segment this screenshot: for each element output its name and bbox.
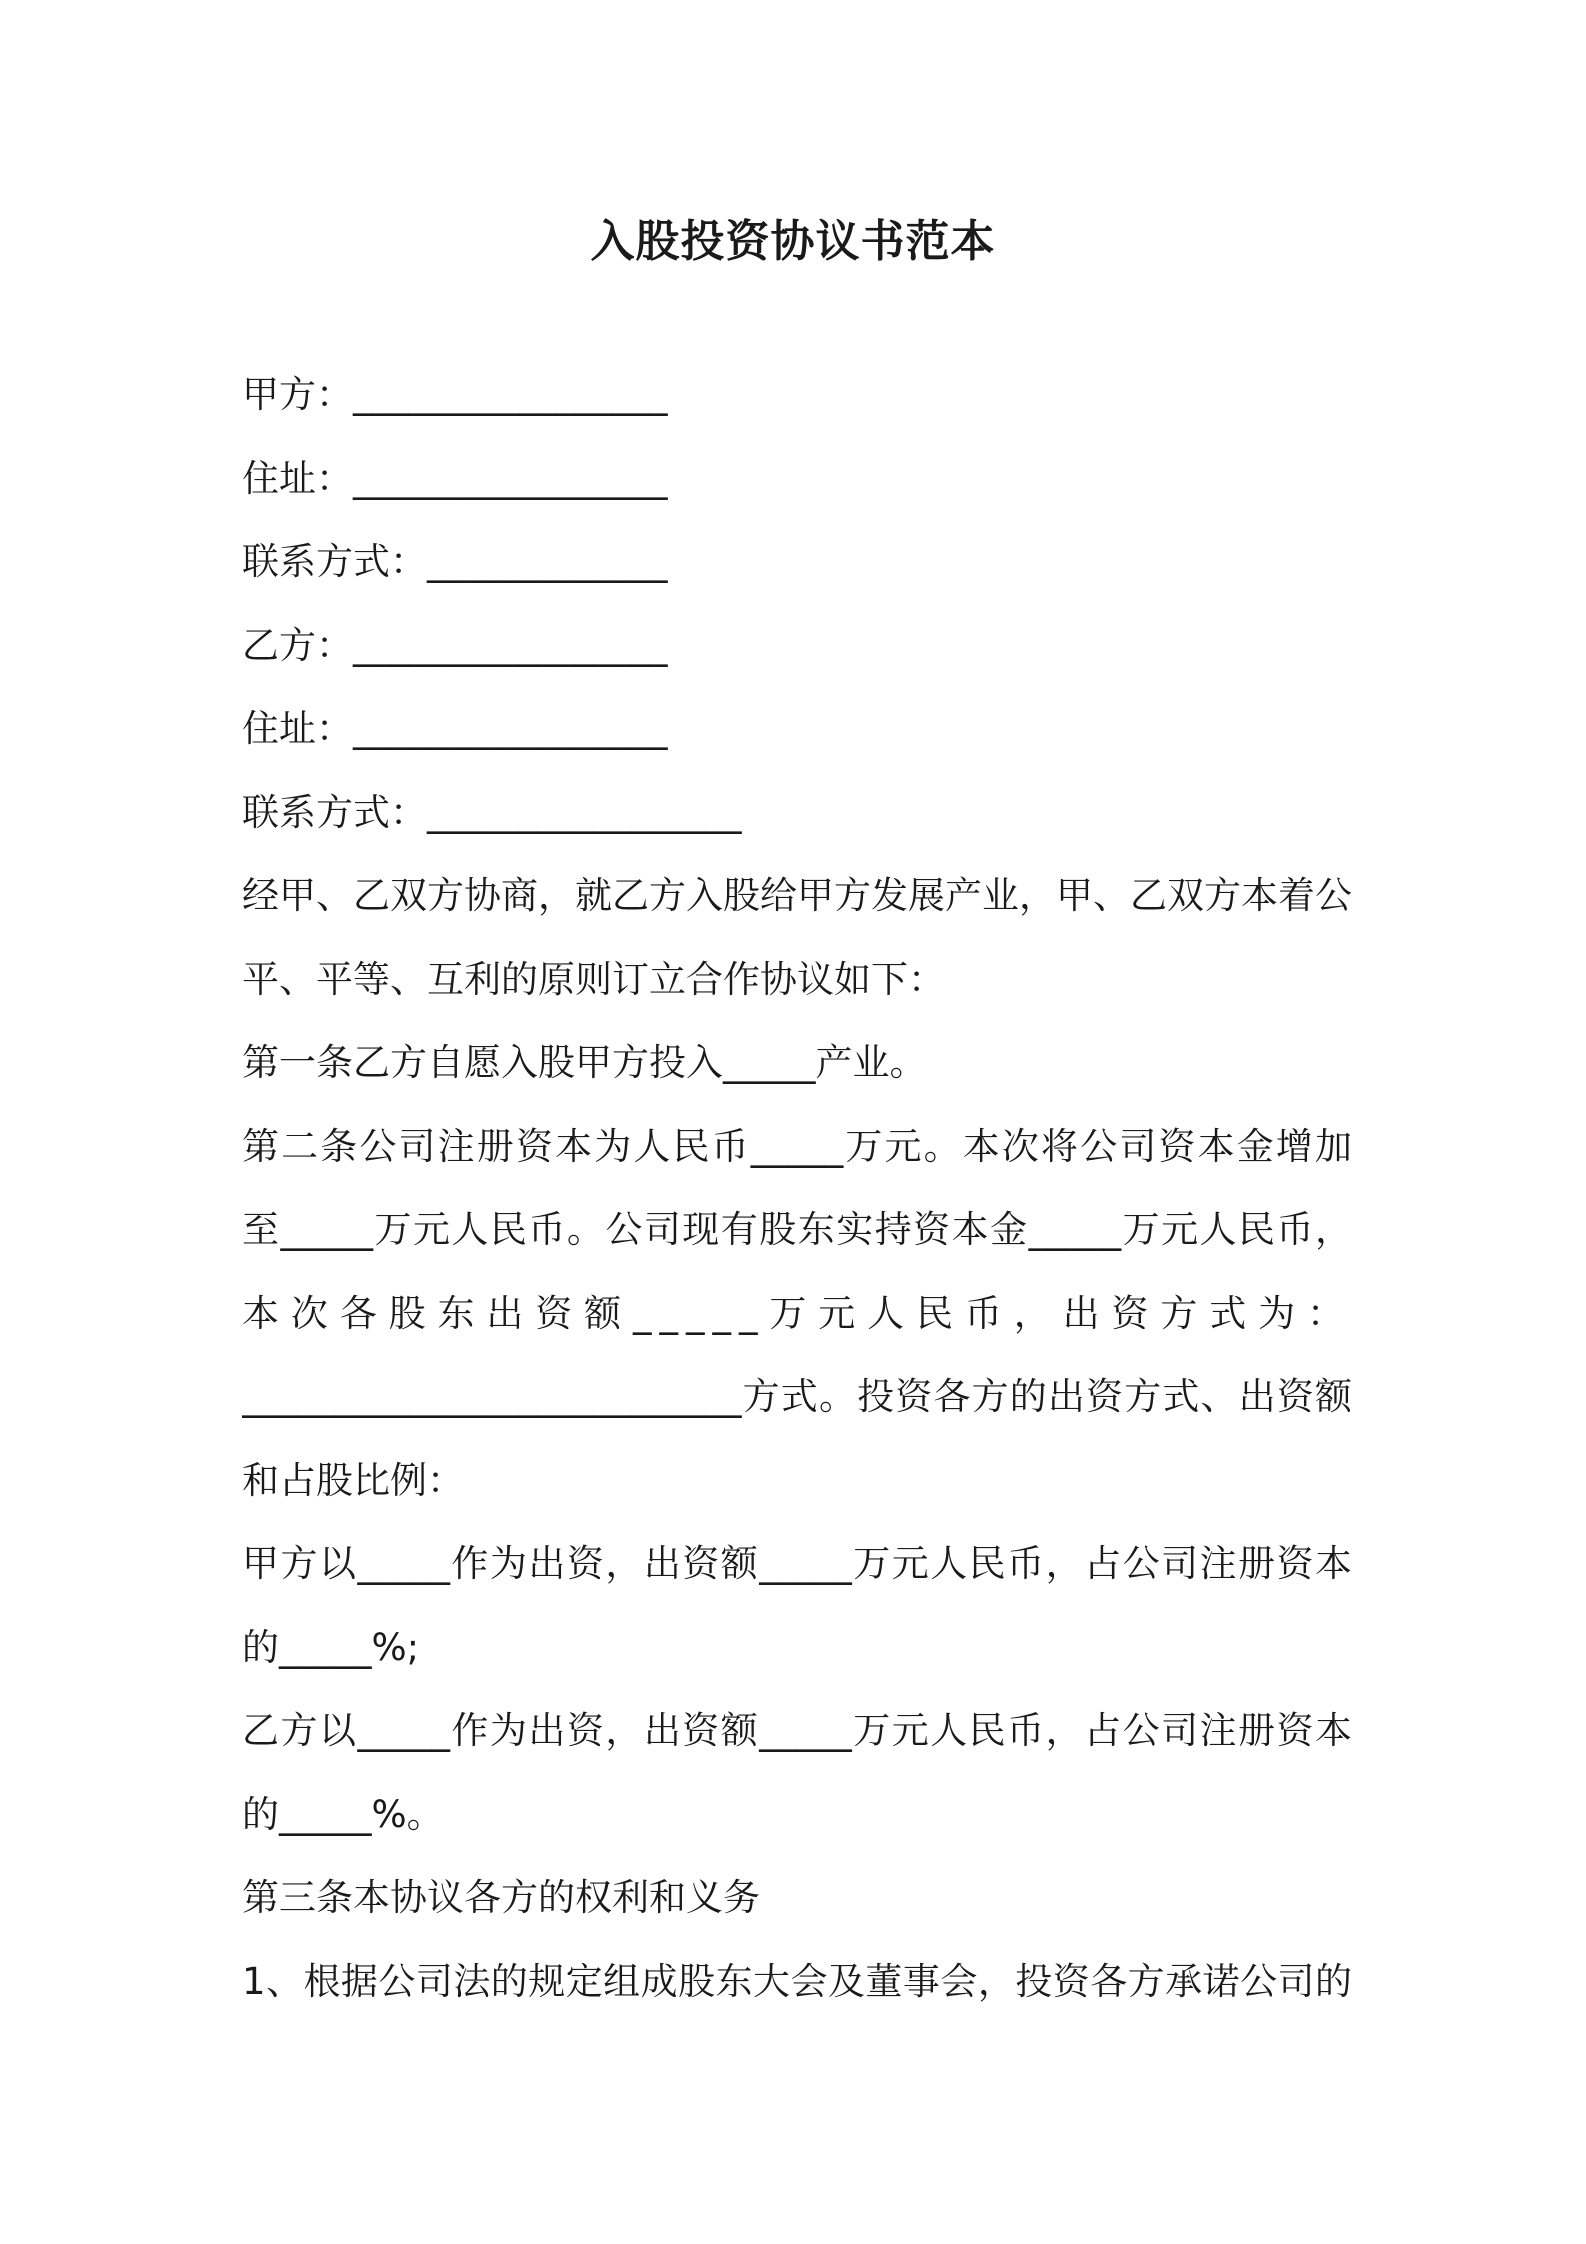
- article-2-line-4: ___________________________方式。投资各方的出资方式、出资额: [242, 1375, 1352, 1418]
- document-title: 入股投资协议书范本: [590, 216, 996, 267]
- party-a-contribution-line-1: 甲方以_____作为出资，出资额_____万元人民币，占公司注册资本: [242, 1542, 1352, 1585]
- party-b-contact-line: 联系方式：_________________: [242, 790, 742, 834]
- article-2-line-2: 至_____万元人民币。公司现有股东实持资本金_____万元人民币，: [242, 1208, 1352, 1251]
- article-3-heading: 第三条本协议各方的权利和义务: [242, 1876, 760, 1919]
- preamble-line-2: 平、平等、互利的原则订立合作协议如下：: [242, 957, 945, 1001]
- article-2-line-5: 和占股比例：: [242, 1458, 464, 1502]
- article-3-item-1: 1、根据公司法的规定组成股东大会及董事会，投资各方承诺公司的: [242, 1959, 1352, 2003]
- article-2-line-1: 第二条公司注册资本为人民币_____万元。本次将公司资本金增加: [242, 1124, 1352, 1168]
- party-a-address-line: 住址：_________________: [242, 456, 668, 500]
- preamble-line-1: 经甲、乙双方协商，就乙方入股给甲方发展产业，甲、乙双方本着公: [242, 874, 1352, 917]
- party-b-name-line: 乙方：_________________: [242, 623, 668, 667]
- article-2-line-3: 本次各股东出资额_____万元人民币，出资方式为：: [242, 1291, 1352, 1335]
- party-a-name-line: 甲方：_________________: [242, 373, 668, 416]
- party-a-contribution-line-2: 的_____%;: [242, 1625, 420, 1669]
- party-a-contact-line: 联系方式：_____________: [242, 540, 668, 583]
- document-body: [242, 365, 1352, 2035]
- party-b-address-line: 住址：_________________: [242, 707, 668, 750]
- party-b-contribution-line-1: 乙方以_____作为出资，出资额_____万元人民币，占公司注册资本: [242, 1709, 1352, 1752]
- party-b-contribution-line-2: 的_____%。: [242, 1792, 444, 1836]
- article-1-line: 第一条乙方自愿入股甲方投入_____产业。: [242, 1041, 927, 1084]
